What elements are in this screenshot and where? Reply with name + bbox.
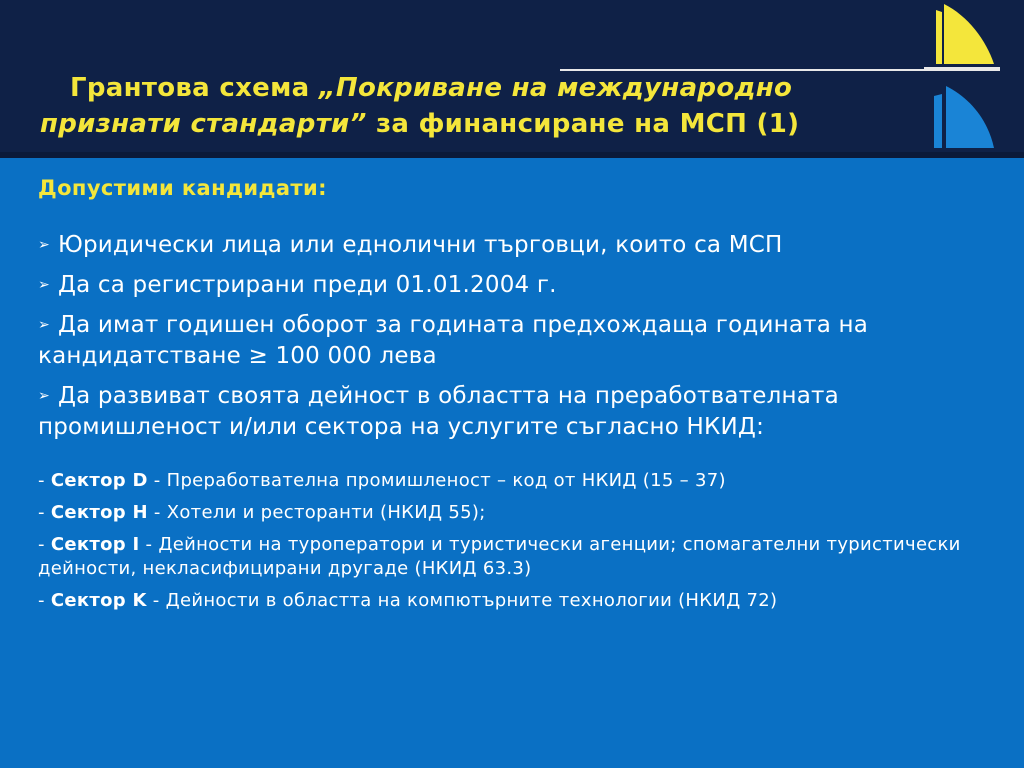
title-italic-2: признати стандарти” — [40, 109, 367, 139]
header-bar — [0, 0, 1024, 158]
sector-description: - Преработвателна промишленост – код от НКИД (15 – 37) — [147, 470, 726, 491]
eligibility-list — [38, 230, 998, 443]
sector-description: - Дейности в областта на компютърните технологии (НКИД 72) — [146, 590, 778, 611]
list-item-text: Да са регистрирани преди 01.01.2004 г. — [57, 272, 557, 298]
title-text-2: за финансиране на МСП (1) — [366, 109, 800, 139]
sector-item: - Сектор D - Преработвателна промишленост – код от НКИД (15 – 37) — [38, 470, 726, 491]
list-item-text: Юридически лица или еднолични търговци, които са МСП — [57, 232, 783, 258]
sector-list — [38, 469, 998, 613]
arrow-right-icon: ➢ — [38, 237, 50, 253]
sector-label: Сектор K — [50, 590, 147, 611]
title-text-1: Грантова схема — [70, 73, 319, 103]
header-bottom-border — [0, 152, 1024, 158]
title-line-2 — [40, 106, 940, 142]
title-italic-1: „Покриване на международно — [318, 73, 793, 103]
sector-label: Сектор I — [50, 534, 140, 555]
arrow-right-icon: ➢ — [38, 388, 50, 404]
sector-item: - Сектор I - Дейности на туроператори и туристически агенции; спомагателни туристически дейности, некласифицирани другаде (НКИД 63.3) — [38, 534, 961, 579]
sector-description: - Хотели и ресторанти (НКИД 55); — [147, 502, 486, 523]
sector-label: Сектор D — [50, 470, 148, 491]
sector-item: - Сектор H - Хотели и ресторанти (НКИД 55); — [38, 502, 486, 523]
slide-title — [40, 70, 940, 142]
sector-description: - Дейности на туроператори и туристически агенции; спомагателни туристически дейности, некласифицирани другаде (НКИД 63.3) — [38, 534, 961, 579]
title-line-1 — [40, 70, 940, 106]
list-item — [38, 310, 998, 372]
list-item — [38, 230, 998, 261]
list-item-text: Да имат годишен оборот за годината предхождаща годината на кандидатстване ≥ 100 000 лева — [38, 312, 869, 369]
sector-item: - Сектор K - Дейности в областта на компютърните технологии (НКИД 72) — [38, 590, 778, 611]
slide-content — [38, 176, 998, 621]
arrow-right-icon: ➢ — [38, 317, 50, 333]
list-item — [38, 270, 998, 301]
list-item-text: Да развиват своята дейност в областта на преработвателната промишленост и/или сектора на услугите съгласно НКИД: — [38, 383, 839, 440]
list-item — [38, 381, 998, 443]
section-heading: Допустими кандидати: — [38, 176, 327, 200]
sector-label: Сектор H — [50, 502, 148, 523]
arrow-right-icon: ➢ — [38, 277, 50, 293]
